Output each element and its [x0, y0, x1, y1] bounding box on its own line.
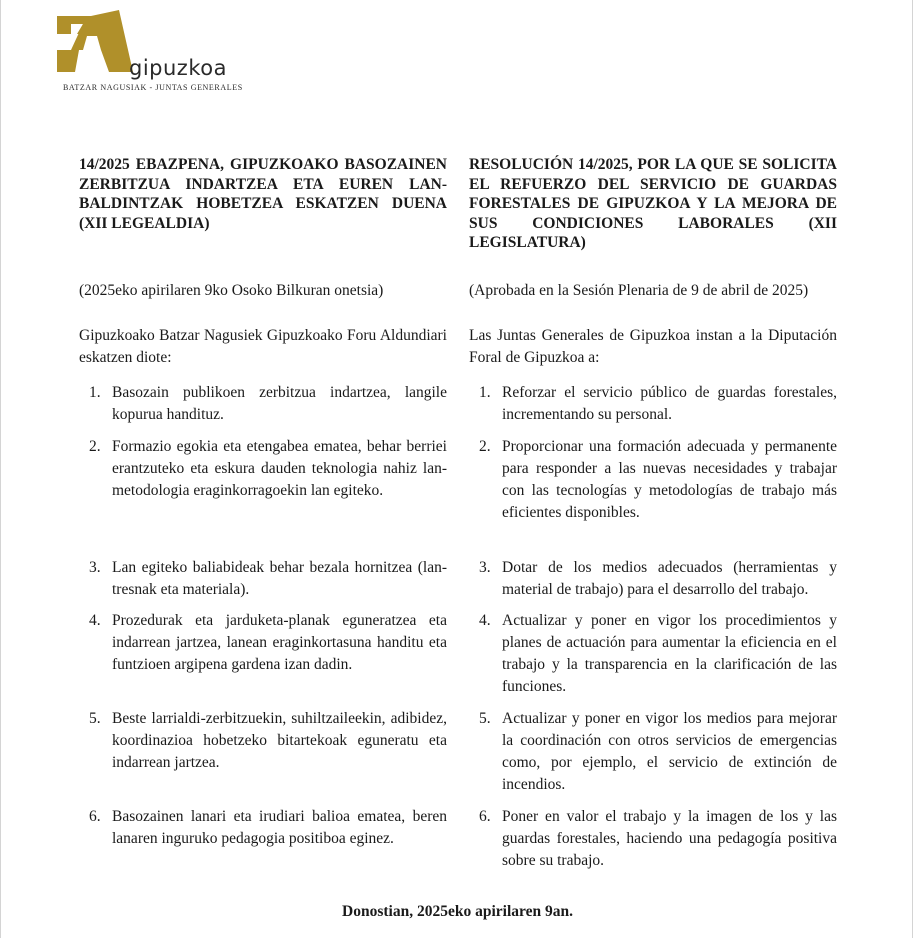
item-text: Actualizar y poner en vigor los medios para mejorar la coordinación con otros servicios de emergencias como, por ejemplo, el servicio de extinción de incendios. [502, 710, 837, 793]
item-number: 3. [479, 559, 491, 576]
item-text: Formazio egokia eta etengabea ematea, behar berriei erantzuteko eta eskura dauden teknologia nahiz lan-metodologia eraginkorragoekin lan egiteko. [112, 438, 447, 499]
item-number: 1. [89, 384, 101, 401]
item-text: Lan egiteko baliabideak behar bezala hornitzea (lan-tresnak eta materiala). [112, 559, 447, 598]
logo-subtitle: BATZAR NAGUSIAK - JUNTAS GENERALES [63, 83, 243, 92]
list-item [469, 806, 837, 872]
item-text: Dotar de los medios adecuados (herramientas y material de trabajo) para el desarrollo del trabajo. [502, 559, 837, 598]
list-item [79, 557, 447, 601]
list-item [469, 610, 837, 698]
approval-note-eu: (2025eko apirilaren 9ko Osoko Bilkuran onetsia) [79, 282, 384, 299]
item-text: Reforzar el servicio público de guardas forestales, incrementando su personal. [502, 384, 837, 423]
resolution-title-eu: 14/2025 EBAZPENA, GIPUZKOAKO BASOZAINEN ZERBITZUA INDARTZEA ETA EUREN LAN-BALDINTZAK HOBETZEA ESKATZEN DUENA (XII LEGEALDIA) [79, 156, 447, 232]
place-date-signature: Donostian, 2025eko apirilaren 9an. [342, 903, 573, 920]
item-number: 1. [479, 384, 491, 401]
item-text: Proporcionar una formación adecuada y permanente para responder a las nuevas necesidades y trabajar con las tecnologías y metodologías de trabajo más eficientes disponibles. [502, 438, 837, 521]
item-number: 4. [89, 612, 101, 629]
list-item [79, 806, 447, 850]
intro-text-eu: Gipuzkoako Batzar Nagusiek Gipuzkoako Foru Aldundiari eskatzen diote: [79, 327, 447, 366]
list-item [469, 382, 837, 426]
list-item [469, 708, 837, 796]
item-number: 5. [479, 710, 491, 727]
gipuzkoa-emblem-icon [57, 10, 133, 78]
item-number: 2. [89, 438, 101, 455]
item-number: 2. [479, 438, 491, 455]
item-text: Basozainen lanari eta irudiari balioa ematea, beren lanaren inguruko pedagogia positiboa eginez. [112, 808, 447, 847]
list-item [79, 382, 447, 426]
item-number: 6. [479, 808, 491, 825]
list-item [469, 557, 837, 601]
item-text: Beste larrialdi-zerbitzuekin, suhiltzaileekin, adibidez, koordinazioa hobetzeko bitartekoak eguneratu eta indarrean jartzea. [112, 710, 447, 771]
logo [57, 10, 257, 90]
list-item [79, 610, 447, 676]
list-item [79, 436, 447, 502]
logo-wordmark: gipuzkoa [129, 56, 227, 80]
item-number: 6. [89, 808, 101, 825]
item-number: 4. [479, 612, 491, 629]
item-text: Poner en valor el trabajo y la imagen de los y las guardas forestales, haciendo una pedagogía positiva sobre su trabajo. [502, 808, 837, 869]
item-text: Actualizar y poner en vigor los procedimientos y planes de actuación para aumentar la eficiencia en el trabajo y la transparencia en la clarificación de las funciones. [502, 612, 837, 695]
resolution-title-es: RESOLUCIÓN 14/2025, POR LA QUE SE SOLICITA EL REFUERZO DEL SERVICIO DE GUARDAS FORESTALES DE GIPUZKOA Y LA MEJORA DE SUS CONDICIONES LABORALES (XII LEGISLATURA) [469, 156, 837, 251]
item-text: Basozain publikoen zerbitzua indartzea, langile kopurua handituz. [112, 384, 447, 423]
item-text: Prozedurak eta jarduketa-planak eguneratzea eta indarrean jartzea, lanean eraginkortasuna handitu eta funtzioen argipena gardena izan dadin. [112, 612, 447, 673]
approval-note-es: (Aprobada en la Sesión Plenaria de 9 de abril de 2025) [469, 282, 809, 299]
item-number: 5. [89, 710, 101, 727]
intro-text-es: Las Juntas Generales de Gipuzkoa instan a la Diputación Foral de Gipuzkoa a: [469, 327, 837, 366]
item-number: 3. [89, 559, 101, 576]
list-item [469, 436, 837, 524]
list-item [79, 708, 447, 774]
